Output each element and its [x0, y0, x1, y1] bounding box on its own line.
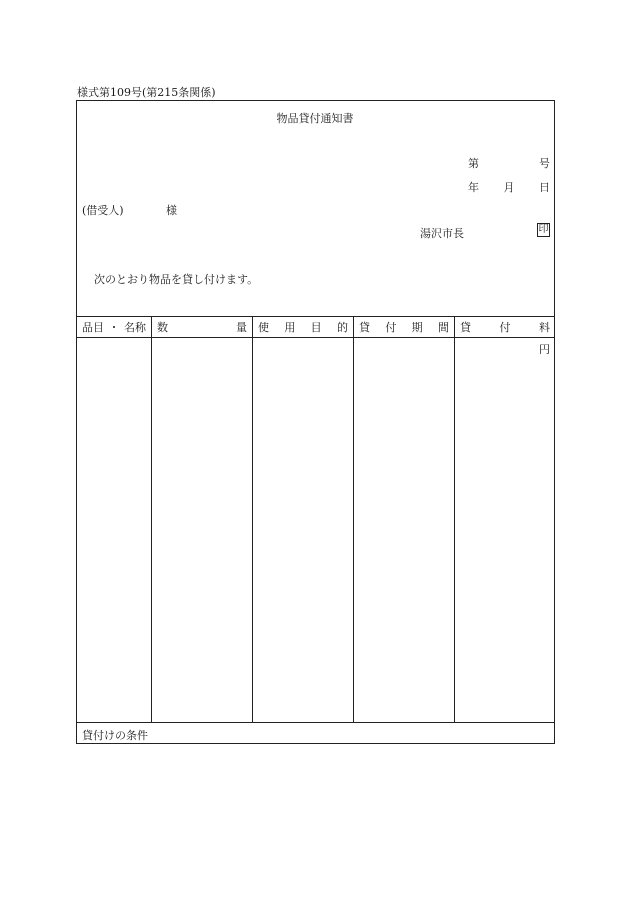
lending-statement: 次のとおり物品を貸し付けます。 — [94, 273, 259, 286]
number-prefix: 第 — [468, 157, 479, 170]
header-fee-part-3: 料 — [539, 321, 550, 334]
form-number-header: 様式第109号(第215条関係) — [77, 86, 216, 99]
borrower-honorific: 様 — [166, 204, 177, 217]
table-top-border — [76, 316, 555, 317]
header-purpose — [258, 320, 348, 336]
header-fee — [460, 320, 550, 336]
number-suffix: 号 — [539, 157, 550, 170]
fee-unit: 円 — [539, 343, 550, 356]
header-period-part-2: 付 — [385, 321, 397, 334]
date-year: 年 — [468, 181, 479, 194]
document-title: 物品貸付通知書 — [276, 112, 354, 125]
header-period-part-1: 貸 — [359, 321, 370, 334]
column-divider-4 — [454, 316, 455, 722]
header-row-divider — [76, 337, 555, 338]
conditions-label: 貸付けの条件 — [82, 729, 148, 742]
header-period-part-3: 期 — [411, 321, 423, 334]
date-line — [468, 179, 550, 195]
header-fee-part-2: 付 — [499, 321, 511, 334]
header-purpose-part-2: 用 — [284, 321, 296, 334]
header-purpose-part-3: 目 — [310, 321, 322, 334]
form-frame — [76, 100, 555, 744]
header-item-part-3: 名称 — [124, 321, 146, 334]
issuer-name: 湯沢市長 — [420, 227, 464, 240]
header-item-name — [82, 320, 146, 336]
header-item-part-2: ・ — [108, 321, 120, 334]
conditions-divider — [76, 722, 555, 723]
header-item-part-1: 品目 — [82, 321, 104, 334]
date-day: 日 — [539, 181, 550, 194]
date-month: 月 — [503, 181, 515, 194]
header-fee-part-1: 貸 — [460, 321, 471, 334]
header-period-part-4: 間 — [437, 321, 449, 334]
header-period — [359, 320, 449, 336]
column-divider-1 — [151, 316, 152, 722]
header-purpose-part-1: 使 — [258, 321, 269, 334]
document-number-line — [468, 155, 550, 171]
header-quantity-part-1: 数 — [157, 321, 168, 334]
borrower-label: (借受人) — [82, 204, 124, 217]
header-quantity-part-2: 量 — [236, 321, 247, 334]
header-purpose-part-4: 的 — [336, 321, 348, 334]
seal-mark: 印 — [538, 224, 549, 235]
column-divider-2 — [252, 316, 253, 722]
header-quantity — [157, 320, 247, 336]
column-divider-3 — [353, 316, 354, 722]
